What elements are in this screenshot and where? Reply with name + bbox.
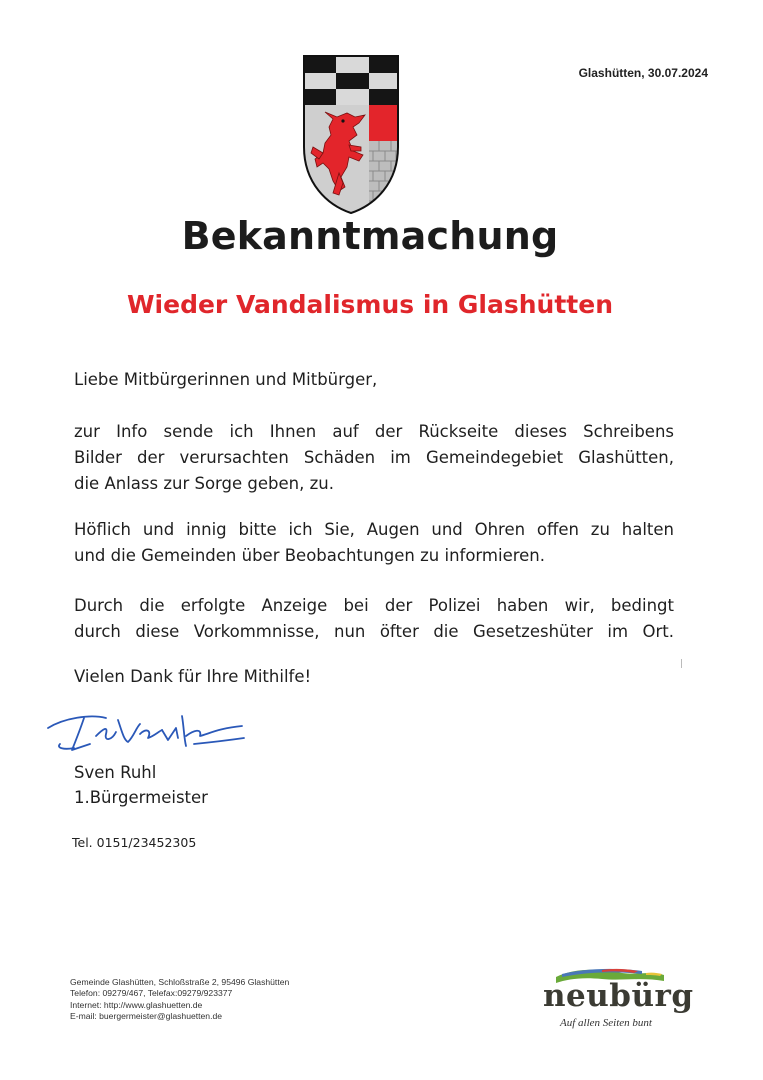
footer-line: Internet: http://www.glashuetten.de: [70, 999, 203, 1010]
text-line: durch diese Vorkommnisse, nun öfter die Gesetzeshüter im Ort.: [74, 622, 674, 641]
footer-address: [70, 977, 360, 1022]
paragraph-police: [74, 593, 674, 645]
paragraph-info: [74, 419, 674, 497]
text-line: die Anlass zur Sorge geben, zu.: [74, 474, 334, 493]
scan-mark: [681, 659, 682, 668]
text-line: und die Gemeinden über Beobachtungen zu informieren.: [74, 546, 546, 565]
text-line: Bilder der verursachten Schäden im Gemeindegebiet Glashütten,: [74, 448, 674, 467]
footer-line: Gemeinde Glashütten, Schloßstraße 2, 95496 Glashütten: [70, 977, 290, 987]
signatory-role: 1.Bürgermeister: [74, 788, 208, 807]
logo-tagline: Auf allen Seiten bunt: [560, 1017, 652, 1029]
logo-wordmark: neubürg: [543, 978, 694, 1014]
signatory: [74, 760, 674, 810]
text-line: zur Info sende ich Ihnen auf der Rückseite dieses Schreibens: [74, 422, 674, 441]
greeting: Liebe Mitbürgerinnen und Mitbürger,: [74, 370, 378, 389]
footer-line: Telefon: 09279/467, Telefax:09279/923377: [70, 988, 233, 999]
thanks-line: Vielen Dank für Ihre Mithilfe!: [74, 667, 312, 686]
signature-image: [44, 706, 254, 766]
footer-line: E-mail: buergermeister@glashuetten.de: [70, 1010, 223, 1021]
signatory-name: Sven Ruhl: [74, 763, 157, 782]
page-subtitle: Wieder Vandalismus in Glashütten: [126, 290, 613, 319]
date-line: Glashütten, 30.07.2024: [578, 66, 708, 80]
page-title: Bekanntmachung: [181, 214, 559, 258]
phone-number: Tel. 0151/23452305: [72, 835, 197, 850]
paragraph-request: [74, 517, 674, 569]
text-line: Durch die erfolgte Anzeige bei der Polizei haben wir, bedingt: [74, 596, 674, 615]
text-line: Höflich und innig bitte ich Sie, Augen und Ohren offen zu halten: [74, 520, 674, 539]
coat-of-arms-icon: [303, 55, 399, 215]
